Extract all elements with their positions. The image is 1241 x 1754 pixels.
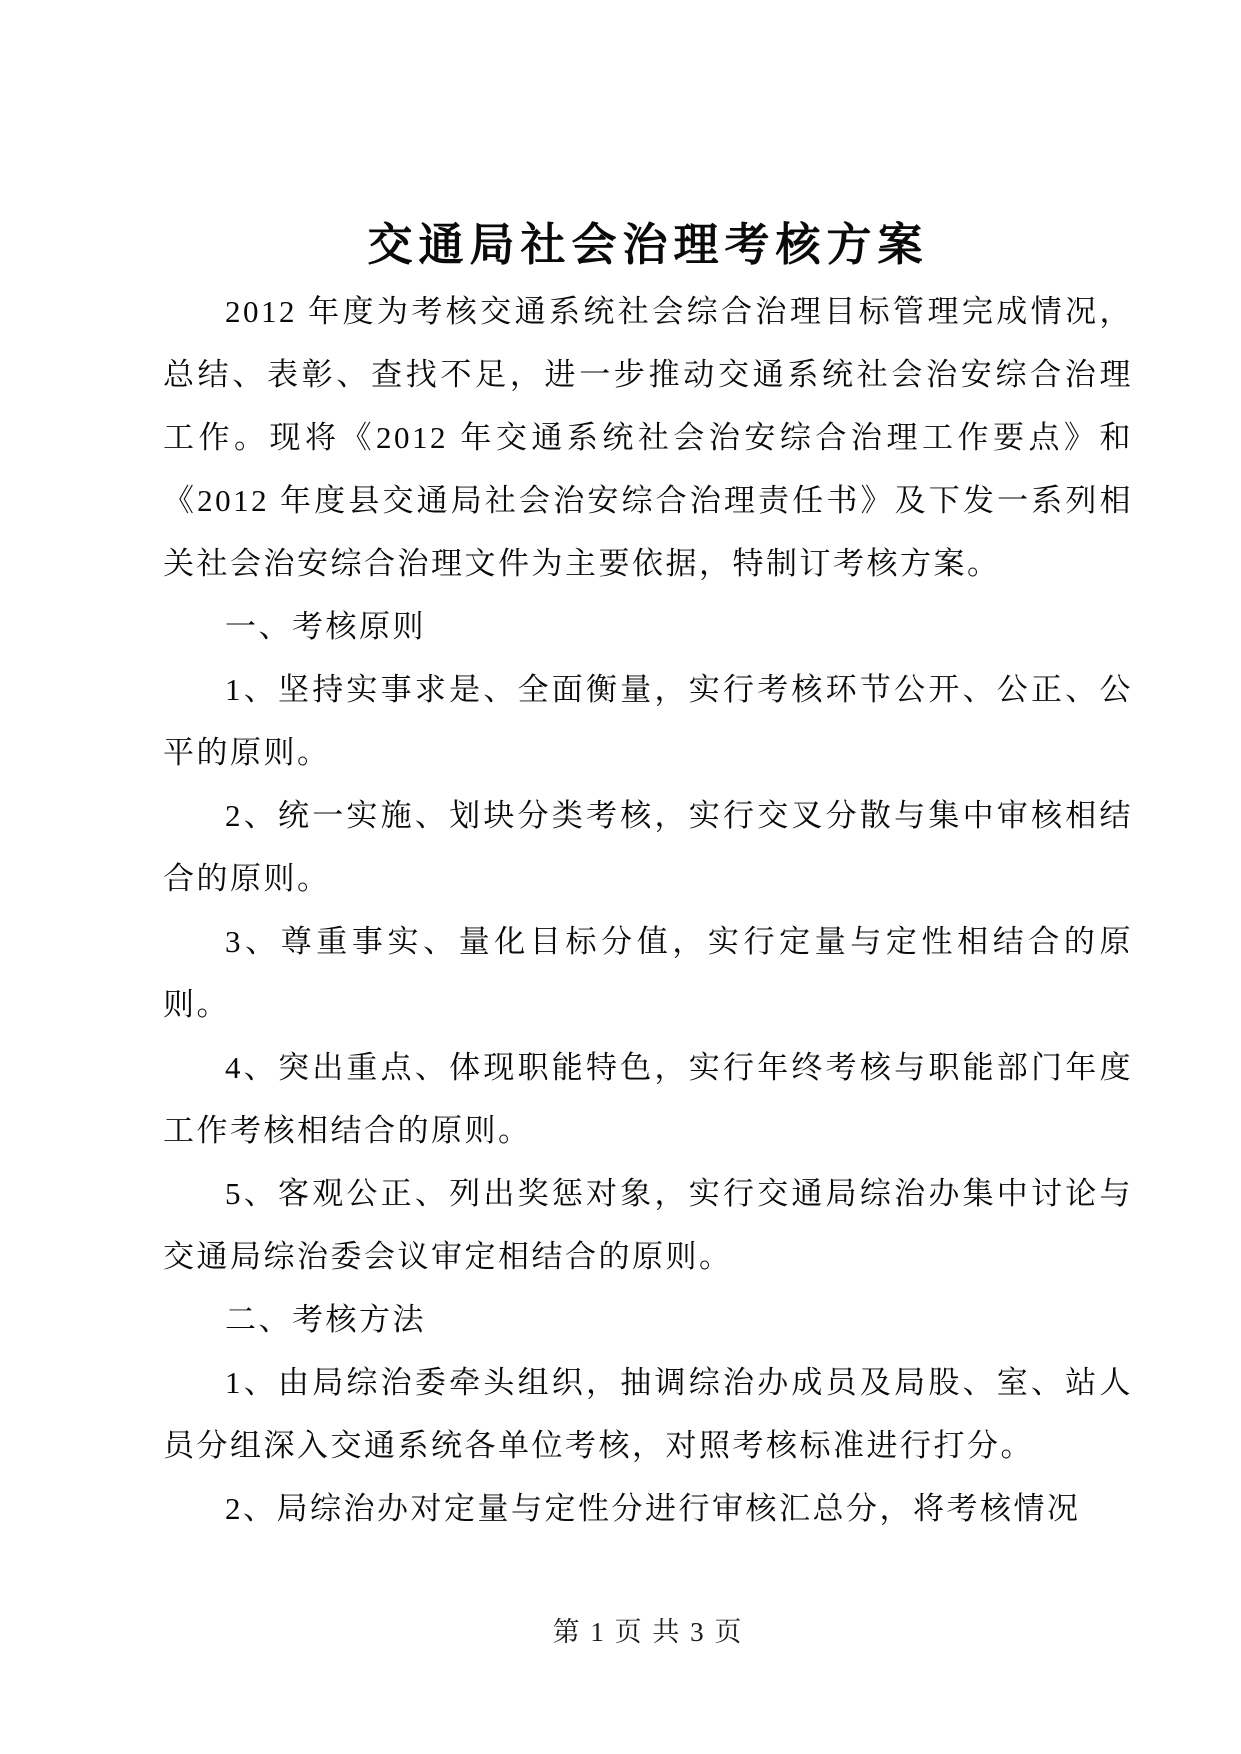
section-heading-assessment-principles: 一、考核原则	[225, 609, 426, 644]
paragraph-intro: 2012 年度为考核交通系统社会综合治理目标管理完成情况，总结、表彰、查找不足，进一步推动交通系统社会治安综合治理工作。现将《2012 年交通系统社会治安综合治理工作要点》和《2012 年度县交通局社会治安综合治理责任书》及下发一系列相关社会治安综合治理文件为主要依据，特制订考核方案。	[163, 294, 1133, 581]
paragraph-principle-5: 5、客观公正、列出奖惩对象，实行交通局综治办集中讨论与交通局综治委会议审定相结合的原则。	[163, 1176, 1133, 1274]
paragraph-principle-3: 3、尊重事实、量化目标分值，实行定量与定性相结合的原则。	[163, 924, 1133, 1022]
paragraph-principle-4: 4、突出重点、体现职能特色，实行年终考核与职能部门年度工作考核相结合的原则。	[163, 1050, 1133, 1148]
document-title: 交通局社会治理考核方案	[367, 220, 929, 270]
paragraph-method-2: 2、局综治办对定量与定性分进行审核汇总分，将考核情况	[225, 1491, 1081, 1526]
paragraph-method-1: 1、由局综治委牵头组织，抽调综治办成员及局股、室、站人员分组深入交通系统各单位考核，对照考核标准进行打分。	[163, 1365, 1133, 1463]
paragraph-principle-1: 1、坚持实事求是、全面衡量，实行考核环节公开、公正、公平的原则。	[163, 672, 1133, 770]
page-number-footer: 第 1 页 共 3 页	[552, 1617, 744, 1647]
paragraph-principle-2: 2、统一实施、划块分类考核，实行交叉分散与集中审核相结合的原则。	[163, 798, 1133, 896]
document-body	[163, 210, 1133, 1540]
section-heading-assessment-methods: 二、考核方法	[225, 1302, 426, 1337]
